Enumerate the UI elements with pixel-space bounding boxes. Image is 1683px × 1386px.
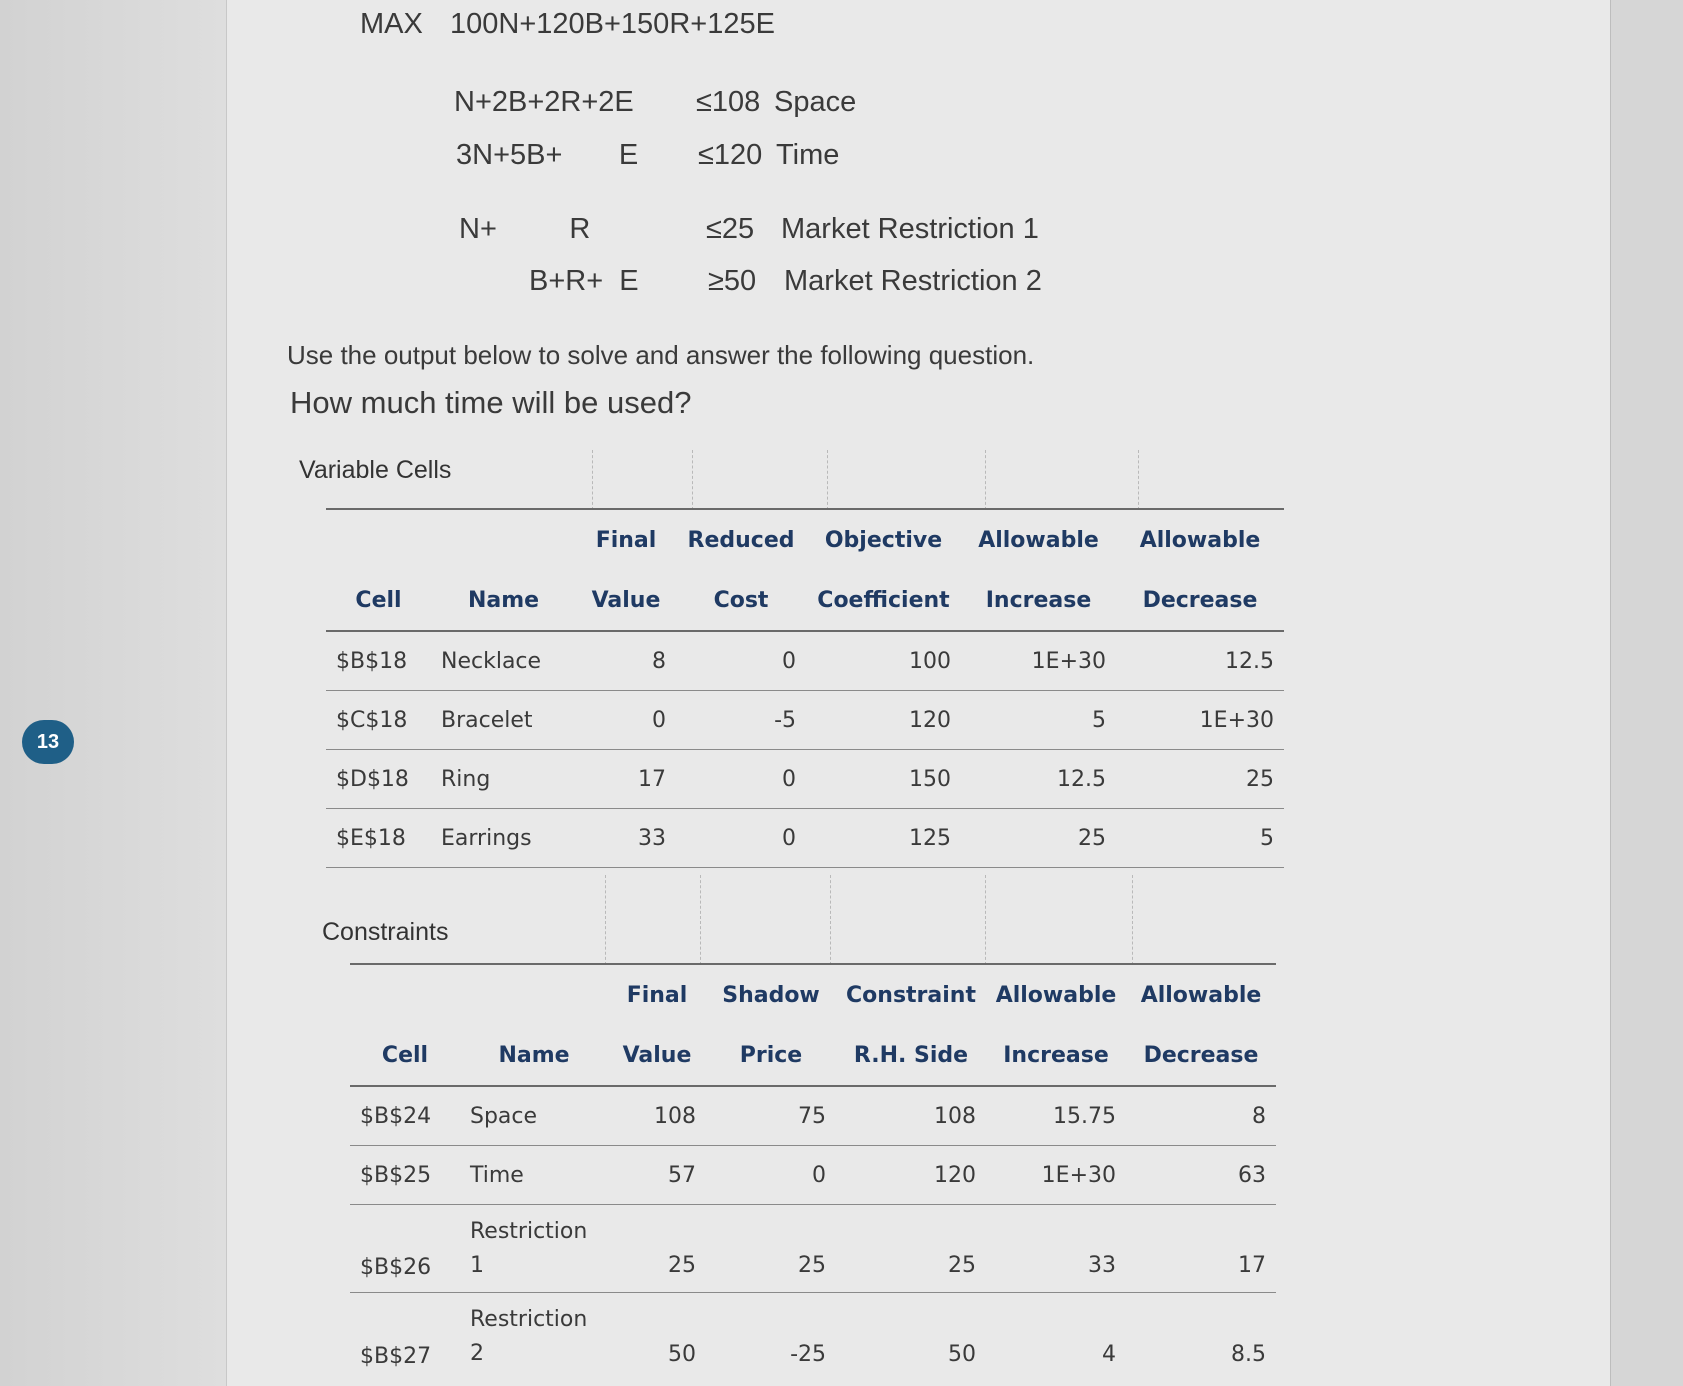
shadow-price: 0 [706, 1146, 836, 1205]
question-number-badge: 13 [22, 720, 74, 764]
variable-name: Earrings [431, 809, 576, 868]
cell-ref: $B$26 [350, 1205, 460, 1293]
final-value: 108 [608, 1086, 706, 1146]
reduced-cost: 0 [676, 809, 806, 868]
grid-line [692, 450, 693, 510]
column-header: Allowable [1140, 982, 1262, 1008]
allowable-increase: 1E+30 [961, 631, 1116, 691]
variable-name: Ring [431, 750, 576, 809]
objective-function: 100N+120B+150R+125E [450, 8, 775, 40]
shadow-price: 25 [706, 1205, 836, 1293]
column-header: Cell [381, 1042, 429, 1068]
variable-name: Bracelet [431, 691, 576, 750]
column-header: Increase [985, 587, 1092, 613]
column-header: Constraint [846, 982, 976, 1008]
constraint-rhs: 25 [836, 1205, 986, 1293]
constraints-title: Constraints [322, 918, 449, 946]
column-header: Name [498, 1042, 570, 1068]
constraint-rhs: 50 [948, 1341, 976, 1367]
table-row [326, 631, 1284, 691]
reduced-cost: 0 [676, 750, 806, 809]
constraint-rhs: 120 [836, 1146, 986, 1205]
allowable-decrease: 1E+30 [1116, 691, 1284, 750]
final-value: 33 [576, 809, 676, 868]
column-header: Allowable [978, 527, 1099, 553]
allowable-decrease: 8.5 [1231, 1341, 1266, 1367]
constraint-name: Time [460, 1146, 608, 1205]
shadow-price: 75 [706, 1086, 836, 1146]
constraint-lhs: N+ R [459, 213, 591, 245]
constraint-lhs: B+R+ E [529, 265, 639, 297]
final-value: 50 [668, 1341, 696, 1367]
objective-coefficient: 120 [806, 691, 961, 750]
table-row [326, 750, 1284, 809]
constraint-label: Market Restriction 1 [781, 213, 1039, 245]
column-header: Value [591, 587, 661, 613]
constraint-name: Restriction 2 [470, 1306, 588, 1366]
instructions-text: Use the output below to solve and answer the following question. [287, 340, 1035, 370]
variable-cells-table [326, 508, 1284, 868]
column-header: Cell [355, 587, 402, 613]
reduced-cost: 0 [676, 631, 806, 691]
constraint-name: Restriction 1 [460, 1205, 608, 1293]
final-value: 25 [608, 1205, 706, 1293]
cell-ref: $B$18 [326, 631, 431, 691]
cell-ref: $B$25 [350, 1146, 460, 1205]
column-header: Final [595, 527, 657, 553]
constraint-name: Space [460, 1086, 608, 1146]
grid-line [605, 875, 606, 965]
constraint-rhs: ≤25 [706, 213, 755, 245]
right-margin [1610, 0, 1683, 1386]
table-row [326, 809, 1284, 868]
final-value: 8 [576, 631, 676, 691]
table-row [350, 1086, 1276, 1146]
objective-coefficient: 125 [806, 809, 961, 868]
column-header: Name [467, 587, 540, 613]
shadow-price: -25 [790, 1341, 826, 1367]
objective-coefficient: 150 [806, 750, 961, 809]
column-header [460, 964, 608, 1025]
cell-ref: $C$18 [326, 691, 431, 750]
column-header: Allowable [1139, 527, 1261, 553]
column-header: Allowable [995, 982, 1117, 1008]
objective-label: MAX [360, 8, 423, 40]
final-value: 57 [608, 1146, 706, 1205]
cell-ref: $B$27 [360, 1343, 432, 1369]
question-text: How much time will be used? [290, 385, 692, 420]
grid-line [700, 875, 701, 965]
grid-line [1132, 875, 1133, 965]
column-header [431, 509, 576, 570]
grid-line [985, 450, 986, 510]
grid-line [1138, 450, 1139, 510]
allowable-decrease: 12.5 [1116, 631, 1284, 691]
variable-cells-title: Variable Cells [299, 456, 452, 484]
column-header: Coefficient [817, 587, 950, 613]
grid-line [985, 875, 986, 965]
table-row [350, 1205, 1276, 1293]
allowable-decrease: 8 [1126, 1086, 1276, 1146]
objective-coefficient: 100 [806, 631, 961, 691]
reduced-cost: -5 [676, 691, 806, 750]
column-header: Price [739, 1042, 803, 1068]
allowable-increase: 15.75 [986, 1086, 1126, 1146]
allowable-increase: 33 [986, 1205, 1126, 1293]
column-header: Shadow [722, 982, 820, 1008]
column-header: Final [626, 982, 688, 1008]
column-header: Objective [824, 527, 943, 553]
allowable-decrease: 25 [1116, 750, 1284, 809]
cell-ref: $D$18 [326, 750, 431, 809]
table-row [326, 691, 1284, 750]
column-header: Increase [1003, 1042, 1109, 1068]
allowable-increase: 12.5 [961, 750, 1116, 809]
constraint-label: Market Restriction 2 [784, 265, 1042, 297]
grid-line [827, 450, 828, 510]
allowable-decrease: 63 [1126, 1146, 1276, 1205]
table-row [350, 1293, 1276, 1381]
variable-name: Necklace [431, 631, 576, 691]
constraint-lhs: N+2B+2R+2E [454, 86, 634, 118]
column-header: Cost [713, 587, 769, 613]
constraint-label: Time [776, 139, 840, 171]
allowable-decrease: 5 [1116, 809, 1284, 868]
cell-ref: $B$24 [350, 1086, 460, 1146]
column-header: Value [622, 1042, 692, 1068]
constraint-lhs: 3N+5B+ E [456, 139, 639, 171]
cell-ref: $E$18 [326, 809, 431, 868]
column-header [326, 509, 431, 570]
left-margin [0, 0, 226, 1386]
allowable-decrease: 17 [1126, 1205, 1276, 1293]
constraint-rhs: ≤120 [698, 139, 763, 171]
constraint-label: Space [774, 86, 857, 118]
allowable-increase: 5 [961, 691, 1116, 750]
allowable-increase: 25 [961, 809, 1116, 868]
allowable-increase: 4 [1102, 1341, 1116, 1367]
column-header: Decrease [1143, 1042, 1259, 1068]
final-value: 0 [576, 691, 676, 750]
constraint-rhs: 108 [836, 1086, 986, 1146]
grid-line [830, 875, 831, 965]
constraints-table [350, 963, 1276, 1381]
constraint-rhs: ≥50 [708, 265, 757, 297]
column-header: Reduced [687, 527, 795, 553]
column-header: Decrease [1142, 587, 1258, 613]
allowable-increase: 1E+30 [986, 1146, 1126, 1205]
constraint-rhs: ≤108 [696, 86, 761, 118]
column-header [350, 964, 460, 1025]
table-row [350, 1146, 1276, 1205]
grid-line [592, 450, 593, 510]
column-header: R.H. Side [853, 1042, 969, 1068]
final-value: 17 [576, 750, 676, 809]
